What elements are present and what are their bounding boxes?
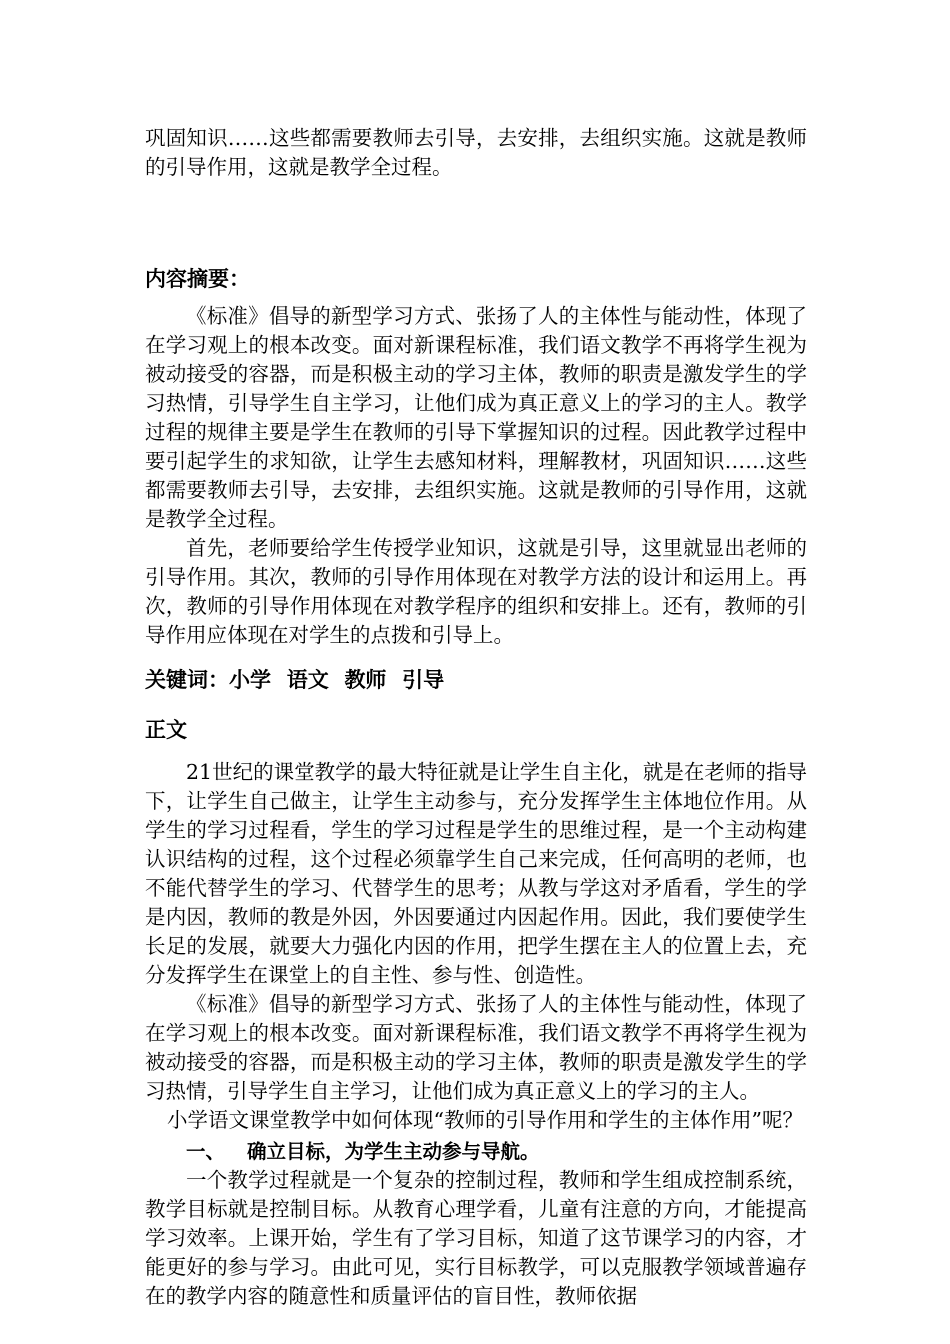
keyword: 教师 [344, 668, 387, 692]
keywords-label: 关键词： [145, 668, 229, 692]
body-question: 小学语文课堂教学中如何体现“教师的引导作用和学生的主体作用”呢？ [167, 1108, 803, 1132]
section-heading-1 [186, 1137, 807, 1166]
keywords-line [145, 660, 807, 700]
section-title: 确立目标，为学生主动参与导航。 [247, 1140, 540, 1163]
top-paragraph: 巩固知识……这些都需要教师去引导，去安排，去组织实施。这就是教师的引导作用，这就是教学全过程。 [145, 126, 807, 179]
keyword: 引导 [402, 668, 445, 692]
section-1-paragraph: 一个教学过程就是一个复杂的控制过程，教师和学生组成控制系统，教学目标就是控制目标。从教育心理学看，儿童有注意的方向，才能提高学习效率。上课开始，学生有了学习目标，知道了这节课学习的内容，才能更好的参与学习。由此可见，实行目标教学，可以克服教学领域普遍存在的教学内容的随意性和质量评估的盲目性，教师依据 [145, 1168, 807, 1308]
body-paragraph-2: 《标准》倡导的新型学习方式、张扬了人的主体性与能动性，体现了在学习观上的根本改变。面对新课程标准，我们语文教学不再将学生视为被动接受的容器，而是积极主动的学习主体，教师的职责是激发学生的学习热情，引导学生自主学习，让他们成为真正意义上的学习的主人。 [145, 992, 807, 1103]
keyword: 小学 [229, 668, 271, 692]
body-heading: 正文 [145, 718, 187, 742]
document-page [145, 124, 807, 1311]
summary-heading: 内容摘要： [145, 267, 250, 291]
body-paragraph-1: 21世纪的课堂教学的最大特征就是让学生自主化，就是在老师的指导下，让学生自己做主，让学生主动参与，充分发挥学生主体地位作用。从学生的学习过程看，学生的学习过程是学生的思维过程，是一个主动构建认识结构的过程，这个过程必须靠学生自己来完成，任何高明的老师，也不能代替学生的学习、代替学生的思考；从教与学这对矛盾看，学生的学是内因，教师的教是外因，外因要通过内因起作用。因此，我们要使学生长足的发展，就要大力强化内因的作用，把学生摆在主人的位置上去，充分发挥学生在课堂上的自主性、参与性、创造性。 [145, 760, 807, 987]
summary-paragraph-1: 《标准》倡导的新型学习方式、张扬了人的主体性与能动性，体现了在学习观上的根本改变。面对新课程标准，我们语文教学不再将学生视为被动接受的容器，而是积极主动的学习主体，教师的职责是激发学生的学习热情，引导学生自主学习，让他们成为真正意义上的学习的主人。教学过程的规律主要是学生在教师的引导下掌握知识的过程。因此教学过程中要引起学生的求知欲，让学生去感知材料，理解教材，巩固知识……这些都需要教师去引导，去安排，去组织实施。这就是教师的引导作用，这就是教学全过程。 [145, 304, 807, 531]
section-number: 一、 [186, 1140, 226, 1163]
keyword: 语文 [286, 668, 329, 692]
summary-paragraph-2: 首先，老师要给学生传授学业知识，这就是引导，这里就显出老师的引导作用。其次，教师的引导作用体现在对教学方法的设计和运用上。再次，教师的引导作用体现在对教学程序的组织和安排上。还有，教师的引导作用应体现在对学生的点拨和引导上。 [145, 536, 807, 647]
